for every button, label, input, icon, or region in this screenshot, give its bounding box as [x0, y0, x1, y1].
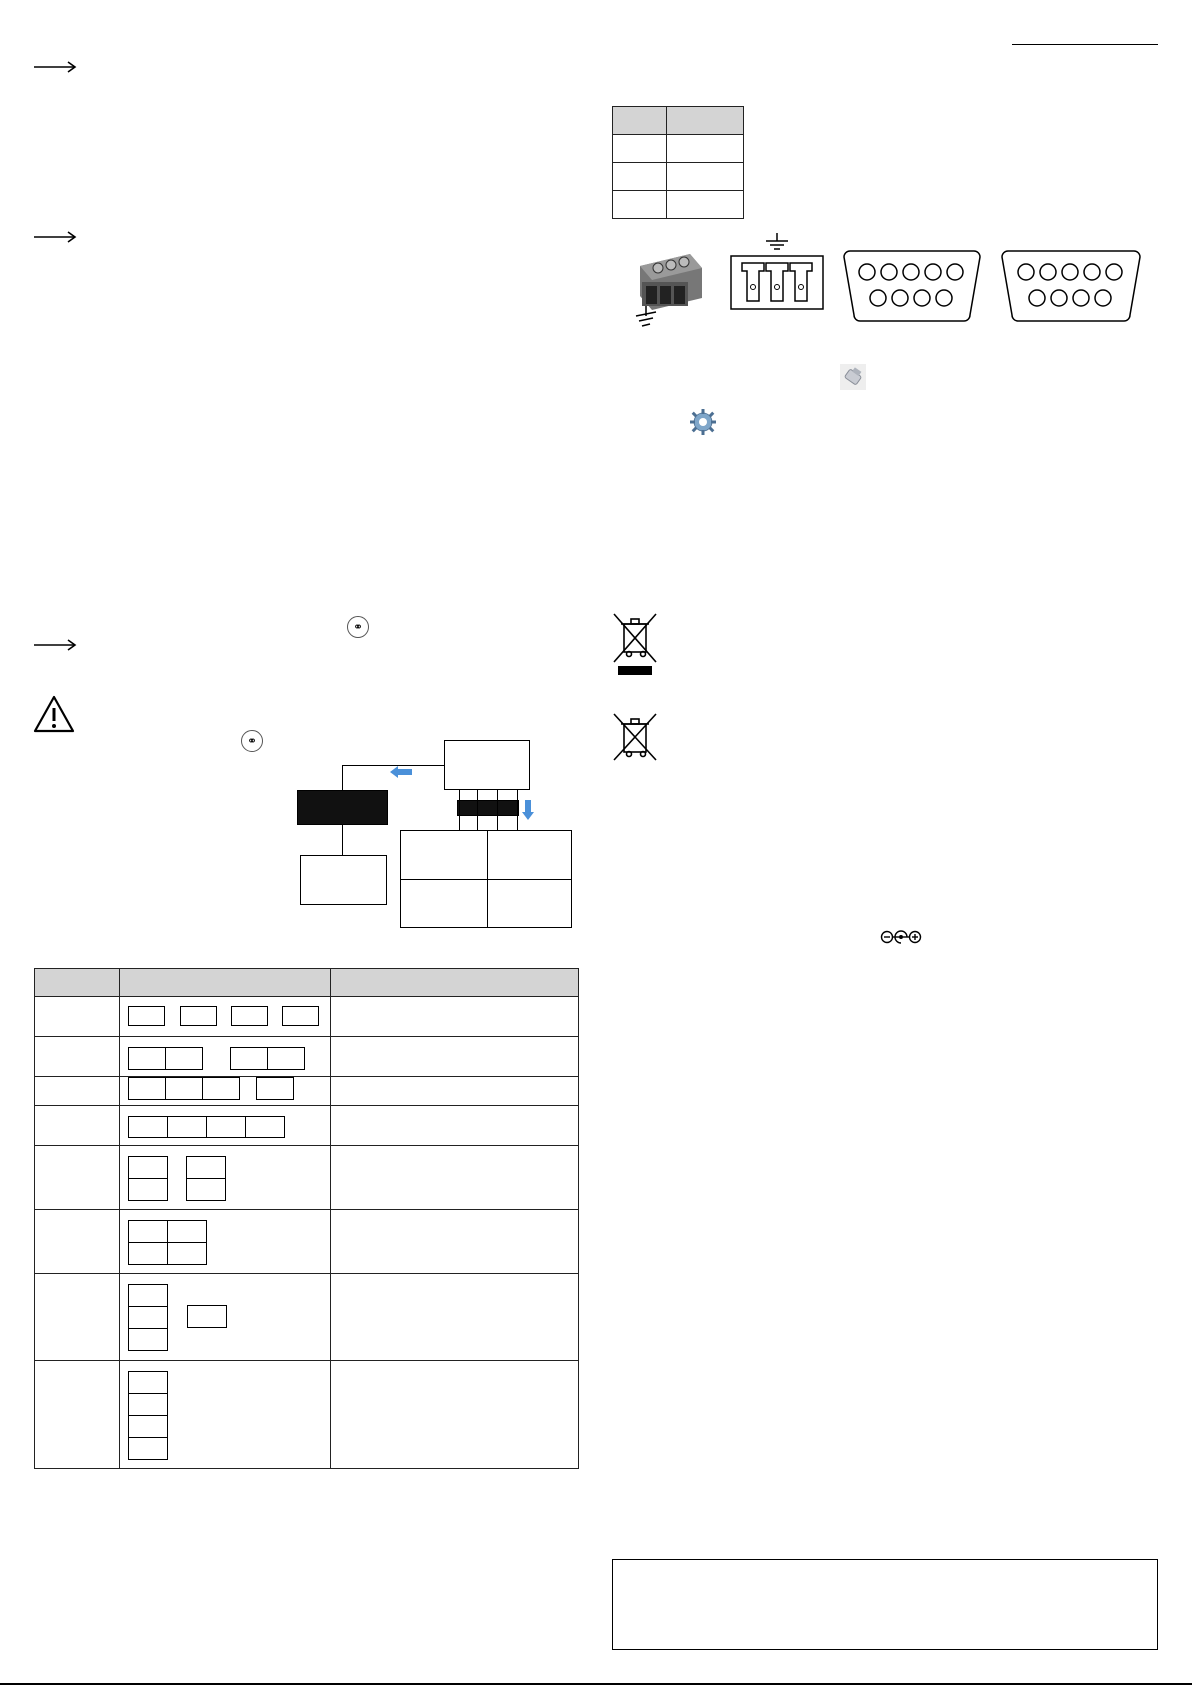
crossed-out-bin-icon — [612, 712, 658, 762]
table-row — [35, 1274, 579, 1361]
blue-arrow-left-icon — [390, 766, 412, 778]
blue-arrow-down-icon — [522, 800, 534, 820]
terminal-block-image — [632, 244, 704, 330]
diagram-box-top-right — [444, 740, 530, 790]
diagram-line — [342, 825, 343, 855]
chain-link-icon: ⚭ — [241, 730, 263, 752]
table-header-cell — [613, 107, 667, 135]
diagram-connector-strip — [457, 800, 519, 816]
table-row — [613, 191, 744, 219]
ground-symbol-icon — [766, 233, 788, 249]
long-right-arrow-icon — [34, 230, 78, 244]
table-header-cell — [35, 969, 120, 997]
table-header-cell — [667, 107, 744, 135]
pin-table — [612, 106, 744, 219]
diagram-grid-line — [400, 879, 572, 880]
table-header-cell — [331, 969, 579, 997]
reference-table — [34, 968, 579, 1469]
db9-connector-image — [842, 249, 982, 323]
diagram-line — [342, 765, 343, 790]
diagram-box-bottom-left — [300, 855, 387, 905]
table-row — [35, 1106, 579, 1146]
table-row — [35, 1146, 579, 1210]
gear-icon — [690, 409, 716, 435]
header-rule — [1012, 44, 1158, 45]
table-row — [613, 135, 744, 163]
warning-triangle-icon — [33, 694, 75, 734]
dc-polarity-icon — [880, 929, 922, 945]
table-row — [35, 997, 579, 1037]
terminal-schematic — [730, 233, 824, 311]
usb-plug-icon — [840, 364, 866, 390]
db9-connector-image — [1000, 249, 1142, 323]
table-row — [35, 1361, 579, 1469]
long-right-arrow-icon — [34, 60, 78, 74]
diagram-line — [477, 790, 478, 830]
diagram-line — [459, 790, 460, 830]
diagram-line — [517, 790, 518, 830]
crossed-out-bin-icon — [612, 612, 658, 676]
table-header-cell — [120, 969, 331, 997]
table-row — [613, 163, 744, 191]
table-row — [35, 1210, 579, 1274]
long-right-arrow-icon — [34, 638, 78, 652]
info-frame-box — [612, 1559, 1158, 1650]
chain-link-icon: ⚭ — [347, 616, 369, 638]
diagram-line — [497, 790, 498, 830]
table-row — [35, 1077, 579, 1106]
table-row — [35, 1037, 579, 1077]
diagram-dark-block — [297, 790, 388, 825]
